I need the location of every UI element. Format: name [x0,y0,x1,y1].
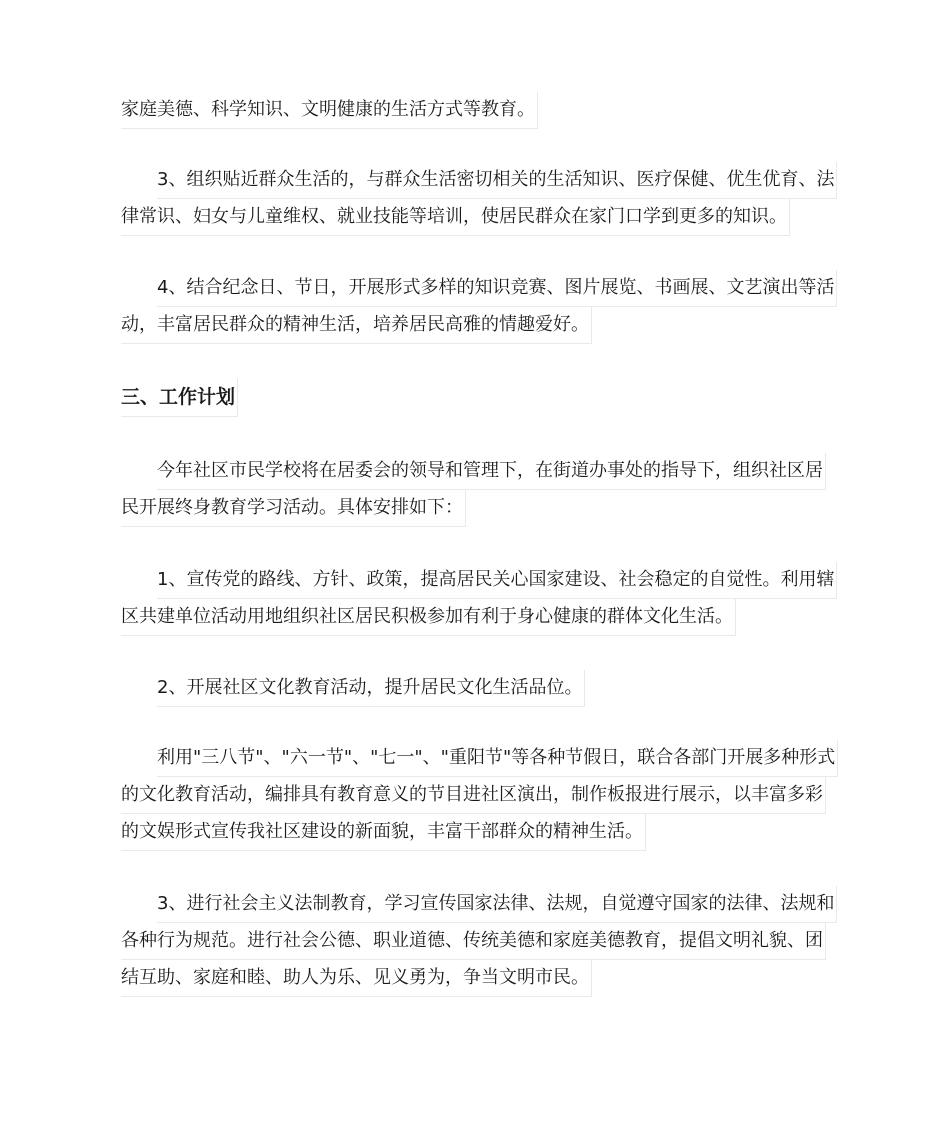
paragraph-line: 的文娱形式宣传我社区建设的新面貌，丰富干部群众的精神生活。 [121,814,646,851]
paragraph-line: 今年社区市民学校将在居委会的领导和管理下，在街道办事处的指导下，组织社区居 [157,453,826,490]
paragraph-line: 3、组织贴近群众生活的，与群众生活密切相关的生活知识、医疗保健、优生优育、法 [157,162,837,199]
paragraph-line: 律常识、妇女与儿童维权、就业技能等培训，使居民群众在家门口学到更多的知识。 [121,199,790,236]
section-heading: 三、工作计划 [121,378,238,417]
paragraph-line: 民开展终身教育学习活动。具体安排如下： [121,490,466,527]
paragraph-line: 动，丰富居民群众的精神生活，培养居民高雅的情趣爱好。 [121,307,592,344]
paragraph-line: 4、结合纪念日、节日，开展形式多样的知识竞赛、图片展览、书画展、文艺演出等活 [157,270,837,307]
paragraph-line: 区共建单位活动用地组织社区居民积极参加有利于身心健康的群体文化生活。 [121,599,736,636]
paragraph-line: 1、宣传党的路线、方针、政策，提高居民关心国家建设、社会稳定的自觉性。利用辖 [157,562,837,599]
paragraph-line: 结互助、家庭和睦、助人为乐、见义勇为，争当文明市民。 [121,960,592,997]
paragraph-line: 2、开展社区文化教育活动，提升居民文化生活品位。 [157,670,585,707]
paragraph-line: 家庭美德、科学知识、文明健康的生活方式等教育。 [121,92,538,129]
paragraph-line: 3、进行社会主义法制教育，学习宣传国家法律、法规，自觉遵守国家的法律、法规和 [157,886,837,923]
paragraph-line: 的文化教育活动，编排具有教育意义的节目进社区演出，制作板报进行展示，以丰富多彩 [121,777,826,814]
paragraph-line: 各种行为规范。进行社会公德、职业道德、传统美德和家庭美德教育，提倡文明礼貌、团 [121,923,826,960]
paragraph-line: 利用"三八节"、"六一节"、"七一"、"重阳节"等各种节假日，联合各部门开展多种形式 [157,740,838,777]
